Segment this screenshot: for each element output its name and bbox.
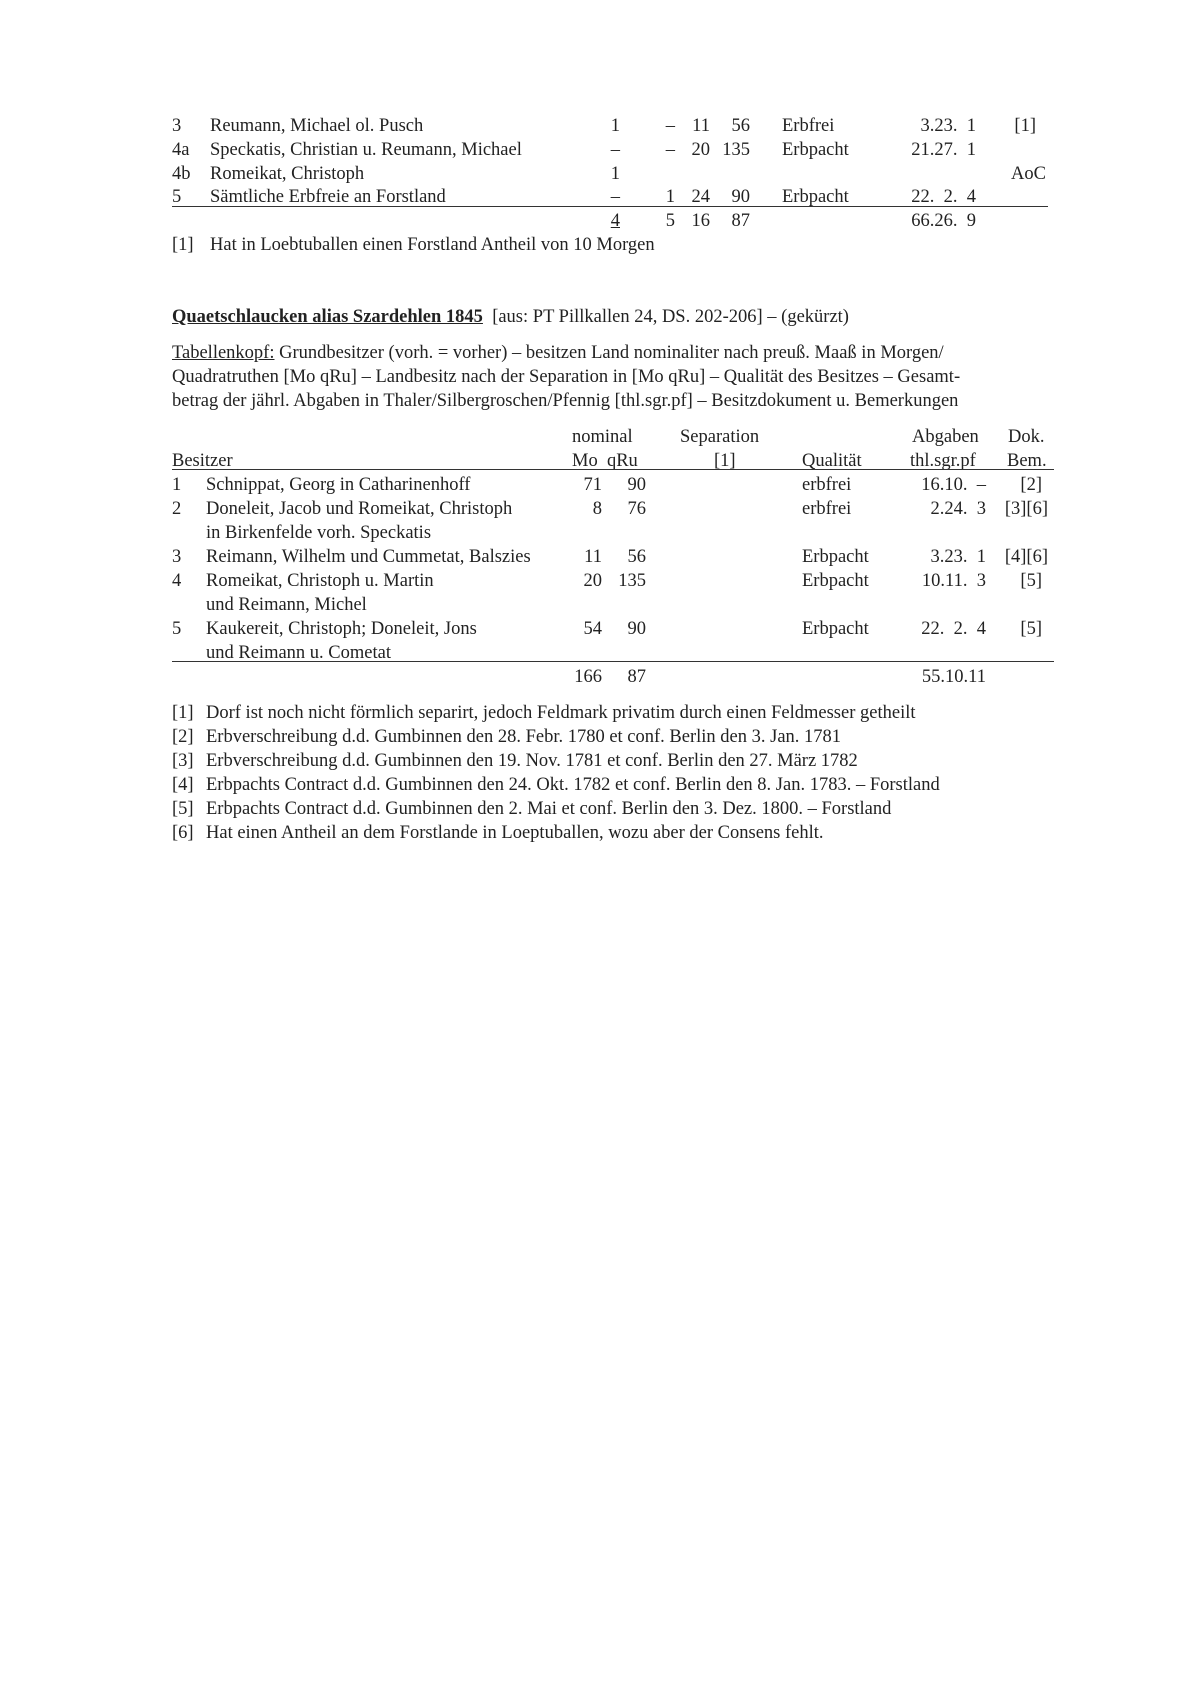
- abgaben: 3.23. 1: [920, 116, 976, 136]
- owner-name-cont: und Reimann, Michel: [206, 595, 367, 615]
- header-rule: [172, 469, 1054, 470]
- abgaben: 2.24. 3: [930, 499, 986, 519]
- col-qualitaet: Qualität: [802, 451, 862, 471]
- footnote-text: Hat in Loebtuballen einen Forstland Antheil von 10 Morgen: [210, 235, 655, 255]
- header-line2: Quadratruthen [Mo qRu] – Landbesitz nach der Separation in [Mo qRu] – Qualität des Besitzes – Gesamt-: [172, 367, 961, 387]
- row-number: 5: [172, 187, 182, 207]
- cell-mo: 54: [583, 619, 602, 639]
- bem: AoC: [1011, 164, 1046, 184]
- cell-c2: –: [665, 116, 675, 136]
- row-number: 2: [172, 499, 182, 519]
- footnote-text: Hat einen Antheil an dem Forstlande in Loeptuballen, wozu aber der Consens fehlt.: [206, 823, 824, 843]
- cell-c4: 135: [722, 140, 750, 160]
- owner-name: Romeikat, Christoph: [210, 164, 365, 184]
- total-mo: 166: [574, 667, 602, 687]
- footnote-text: Erbpachts Contract d.d. Gumbinnen den 2. Mai et conf. Berlin den 3. Dez. 1800. – Forstland: [206, 799, 892, 819]
- owner-name: Sämtliche Erbfreie an Forstland: [210, 187, 446, 207]
- abgaben: 10.11. 3: [921, 571, 986, 591]
- cell-mo: 20: [583, 571, 602, 591]
- quality: erbfrei: [802, 475, 852, 495]
- footnote-ref: [2]: [172, 727, 194, 747]
- cell-qru: 135: [618, 571, 646, 591]
- cell-c1: –: [610, 187, 620, 207]
- cell-c4: 90: [731, 187, 750, 207]
- cell-qru: 90: [627, 619, 646, 639]
- footnote-text: Dorf ist noch nicht förmlich separirt, jedoch Feldmark privatim durch einen Feldmesser getheilt: [206, 703, 916, 723]
- section-title: Quaetschlaucken alias Szardehlen 1845: [172, 307, 483, 327]
- row-number: 3: [172, 116, 182, 136]
- total-rule: [172, 661, 1054, 662]
- owner-name: Schnippat, Georg in Catharinenhoff: [206, 475, 471, 495]
- section-source: [aus: PT Pillkallen 24, DS. 202-206] – (gekürzt): [492, 307, 849, 327]
- col-mo-qru: Mo qRu: [572, 451, 638, 471]
- total-c1: 4: [610, 211, 620, 231]
- quality: Erbpacht: [802, 547, 869, 567]
- cell-qru: 56: [627, 547, 646, 567]
- cell-c3: 11: [692, 116, 710, 136]
- bem: [4][6]: [1004, 547, 1048, 567]
- quality: Erbpacht: [802, 571, 869, 591]
- cell-mo: 71: [583, 475, 602, 495]
- header-label: Tabellenkopf:: [172, 343, 275, 363]
- col-bem: Bem.: [1007, 451, 1047, 471]
- owner-name: Reimann, Wilhelm und Cummetat, Balszies: [206, 547, 531, 567]
- footnote-ref: [5]: [172, 799, 194, 819]
- cell-mo: 11: [584, 547, 602, 567]
- row-number: 4b: [172, 164, 191, 184]
- total-c2: 5: [665, 211, 675, 231]
- quality: Erbpacht: [782, 187, 849, 207]
- quality: Erbpacht: [802, 619, 869, 639]
- abgaben: 21.27. 1: [911, 140, 976, 160]
- table-rule: [172, 206, 1048, 207]
- row-number: 5: [172, 619, 182, 639]
- quality: erbfrei: [802, 499, 852, 519]
- footnote-ref: [3]: [172, 751, 194, 771]
- owner-name: Romeikat, Christoph u. Martin: [206, 571, 434, 591]
- total-qru: 87: [627, 667, 646, 687]
- col-separation-ref: [1]: [714, 451, 736, 471]
- cell-qru: 90: [627, 475, 646, 495]
- row-number: 1: [172, 475, 182, 495]
- footnote-ref: [1]: [172, 703, 194, 723]
- row-number: 3: [172, 547, 182, 567]
- owner-name: Reumann, Michael ol. Pusch: [210, 116, 424, 136]
- col-abgaben: Abgaben: [912, 427, 979, 447]
- cell-qru: 76: [627, 499, 646, 519]
- cell-c1: –: [610, 140, 620, 160]
- quality: Erbpacht: [782, 140, 849, 160]
- col-dok: Dok.: [1008, 427, 1045, 447]
- footnote-text: Erbverschreibung d.d. Gumbinnen den 28. Febr. 1780 et conf. Berlin den 3. Jan. 1781: [206, 727, 842, 747]
- cell-mo: 8: [592, 499, 602, 519]
- col-abgaben-unit: thl.sgr.pf: [910, 451, 976, 471]
- owner-name-cont: in Birkenfelde vorh. Speckatis: [206, 523, 432, 543]
- quality: Erbfrei: [782, 116, 835, 136]
- footnote-ref: [1]: [172, 235, 194, 255]
- bem: [3][6]: [1004, 499, 1048, 519]
- abgaben: 16.10. –: [921, 475, 986, 495]
- owner-name: Kaukereit, Christoph; Doneleit, Jons: [206, 619, 477, 639]
- footnote-text: Erbpachts Contract d.d. Gumbinnen den 24. Okt. 1782 et conf. Berlin den 8. Jan. 1783. – Forstland: [206, 775, 940, 795]
- cell-c4: 56: [731, 116, 750, 136]
- abgaben: 3.23. 1: [930, 547, 986, 567]
- total-abgaben: 55.10.11: [921, 667, 986, 687]
- footnote-text: Erbverschreibung d.d. Gumbinnen den 19. Nov. 1781 et conf. Berlin den 27. März 1782: [206, 751, 858, 771]
- owner-name: Doneleit, Jacob und Romeikat, Christoph: [206, 499, 513, 519]
- col-besitzer: Besitzer: [172, 451, 233, 471]
- heading-line: [172, 306, 849, 328]
- total-c4: 87: [731, 211, 750, 231]
- header-desc-line1: [172, 342, 944, 364]
- cell-c3: 24: [691, 187, 710, 207]
- cell-c1: 1: [610, 164, 620, 184]
- cell-c2: –: [665, 140, 675, 160]
- col-separation: Separation: [680, 427, 760, 447]
- cell-c3: 20: [691, 140, 710, 160]
- footnote-ref: [6]: [172, 823, 194, 843]
- bem: [5]: [1020, 571, 1042, 591]
- owner-name-cont: und Reimann u. Cometat: [206, 643, 391, 663]
- row-number: 4a: [172, 140, 190, 160]
- owner-name: Speckatis, Christian u. Reumann, Michael: [210, 140, 522, 160]
- abgaben: 22. 2. 4: [921, 619, 986, 639]
- bem: [5]: [1020, 619, 1042, 639]
- cell-c2: 1: [665, 187, 675, 207]
- bem: [1]: [1014, 116, 1036, 136]
- cell-c1: 1: [610, 116, 620, 136]
- col-nominal: nominal: [572, 427, 633, 447]
- abgaben: 22. 2. 4: [911, 187, 976, 207]
- header-line3: betrag der jährl. Abgaben in Thaler/Silbergroschen/Pfennig [thl.sgr.pf] – Besitzdokument u. Bemerkungen: [172, 391, 959, 411]
- row-number: 4: [172, 571, 182, 591]
- header-line1: Grundbesitzer (vorh. = vorher) – besitzen Land nominaliter nach preuß. Maaß in Morgen/: [274, 343, 944, 363]
- footnote-ref: [4]: [172, 775, 194, 795]
- bem: [2]: [1020, 475, 1042, 495]
- total-abgaben: 66.26. 9: [911, 211, 976, 231]
- total-c3: 16: [691, 211, 710, 231]
